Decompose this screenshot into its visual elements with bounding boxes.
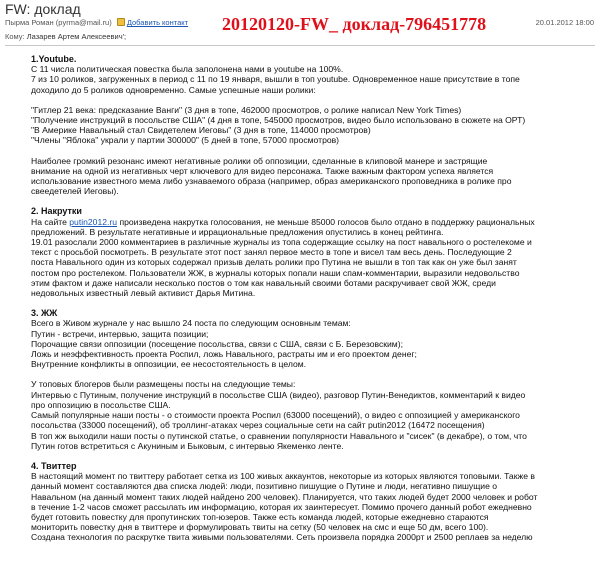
recipient-row — [5, 32, 126, 41]
to-label: Кому: — [5, 32, 25, 41]
add-contact-link[interactable]: Добавить контакт — [126, 18, 189, 27]
body-line: про оппозицию в посольстве США. — [31, 399, 171, 410]
body-line: Порочащие связи оппозиции (посещение посольства, связи с США, связи с Б. Березовским); — [31, 338, 403, 349]
body-line: внимание на одной из негативных черт ключевого для видео персонажа. Также важным фактором успеха является — [31, 165, 494, 176]
email-body — [31, 54, 579, 543]
email-date: 20.01.2012 18:00 — [535, 18, 594, 27]
section-twitter — [31, 461, 579, 543]
body-line: Интервью с Путиным, получение инструкций в посольстве США (видео), разговор Путин-Венедиктов, комментарий к видео — [31, 389, 526, 400]
body-line: предложений. В результате негативные и иррациональные предложения опустились в конец рейтинга. — [31, 226, 444, 237]
sender-row — [5, 18, 188, 27]
add-contact-icon[interactable] — [117, 18, 125, 26]
body-line: недовольных известный левый активист Дарья Митина. — [31, 288, 256, 299]
body-line: Ложь и неэффективность проекта Роспил, ложь Навального, растраты им и его проектом денег; — [31, 349, 417, 360]
body-line: текст с просьбой посмотреть. В результате этот пост занял первое место в топе и висел там весь день. Последующие 2 — [31, 247, 512, 258]
body-line: Внутренние конфликты в оппозиции, ее несостоятельность в целом. — [31, 359, 307, 370]
message-header — [0, 0, 600, 46]
body-line: посольства (33000 посещений), об троллинг-атаках через социальные сети на сайт putin2012 (16472 посещения) — [31, 420, 485, 431]
body-line — [31, 217, 579, 227]
body-line: 19.01 разослали 2000 комментариев в различные журналы из топа содержащие ссылку на пост навального о ростелекоме и — [31, 237, 532, 248]
body-line: данный момент составляются два списка людей: люди, позитивно пишущие о Путине и люди, негативно пишущие о — [31, 481, 498, 492]
header-divider — [5, 45, 595, 46]
overlay-title: 20120120-FW_ доклад-796451778 — [222, 14, 487, 34]
body-line: мониторить повестку дня в твиттере и формулировать твиты на сетку (50 человек на смс и еще 50 дм, всего 100). — [31, 522, 489, 533]
sender-name: Пырма Роман — [5, 18, 54, 27]
video-item: "Получение инструкций в посольстве США" (4 дня в топе, 545000 просмотров, видео было использовано в сюжете на ОРТ) — [31, 115, 526, 126]
video-item: "Члены "Яблока" украли у партии 300000" (5 дней в топе, 57000 просмотров) — [31, 135, 340, 146]
body-line: Путин готов встретиться с Акуниным и Быковым, с интервью Якеменко ленте. — [31, 440, 344, 451]
body-line: использование известного мема либо узнаваемого образа (например, образ американского проповедника в ролике про — [31, 176, 512, 187]
body-text: произведена накрутка голосования, не меньше 85000 голосов было отдано в поддержку рациональных — [117, 216, 535, 227]
video-item: "Гитлер 21 века: предсказание Ванги" (3 дня в топе, 462000 просмотров, о ролике написал New York Times) — [31, 104, 462, 115]
section-youtube — [31, 54, 579, 196]
recipient-name: Лазарев Артем Алексеевич'; — [26, 32, 127, 41]
section-title: 2. Накрутки — [31, 206, 82, 217]
body-line: в течение 1-2 часов сможет рассылать им информацию, которая их заинтересует. Помимо прочего данный робот ежедневно — [31, 501, 532, 512]
body-text: На сайте — [31, 216, 70, 227]
body-line: В топ жж выходили наши посты о путинской статье, о сравнении популярности Навального и "сисек" (в декабре), о том, что — [31, 430, 527, 441]
email-subject: FW: доклад — [5, 1, 81, 17]
body-line: будет готовить повестку для пропутинских топ-юзеров. Также есть команда людей, которые ежедневно стараются — [31, 511, 489, 522]
section-title: 4. Твиттер — [31, 460, 77, 471]
body-line: Путин - встречи, интервью, защита позиции; — [31, 328, 209, 339]
section-zhzh — [31, 308, 579, 451]
body-line: поста Навального один из которых содержал призыв делать ролики про Путина не вышли в топ так как он уже был занят — [31, 257, 517, 268]
video-item: "В Америке Навальный стал Свидетелем Иеговы" (3 дня в топе, 114000 просмотров) — [31, 125, 371, 136]
putin2012-link[interactable]: putin2012.ru — [69, 216, 118, 227]
body-line: Создана технология по раскрутке твита живыми пользователями. Сеть произвела порядка 2000рт и 2500 реплаев за неделю — [31, 532, 533, 543]
body-line: Всего в Живом журнале у нас вышло 24 поста по следующим основным темам: — [31, 318, 351, 329]
body-line: Самый популярные наши посты - о стоимости проекта Роспил (63000 посещений), о видео с оппозицией у американского — [31, 410, 520, 421]
body-line: У топовых блогеров были размещены посты на следующие темы: — [31, 379, 296, 390]
section-title: 3. ЖЖ — [31, 308, 58, 319]
body-line: свеедетелей Иеговы). — [31, 186, 119, 197]
sender-email: (pyrma@mail.ru) — [55, 18, 112, 27]
section-nakrutki — [31, 206, 579, 298]
body-line: этим фактом и даже написали несколько постов о том как навальный своими ботами раскручивает свой ЖЖ, среди — [31, 277, 496, 288]
body-line: доходило до 5 роликов одновременно. Самые успешные наши ролики: — [31, 84, 316, 95]
body-line: Наиболее громкий резонанс имеют негативные ролики об оппозиции, сделанные в клиповой манере и застрящие — [31, 155, 488, 166]
body-line: постом про ростелеком. Пользователи ЖЖ, в журналы которых попали наши спам-комментарии, выразили недовольство — [31, 267, 520, 278]
body-line: В настоящий момент по твиттеру работает сетка из 100 живых аккаунтов, некоторые из которых являются топовыми. Также в — [31, 471, 535, 482]
body-line: С 11 числа политическая повестка была заполонена нами в youtube на 100%. — [31, 64, 344, 75]
section-title: 1.Youtube. — [31, 54, 77, 64]
body-line: 7 из 10 роликов, загруженных в период с 11 по 19 января, вышли в топ youtube. Одновременное наше присутствие в топе — [31, 74, 520, 85]
body-line: Навальном (на данный момент таких людей найдено 200 человек). Планируется, что таких людей будет 2000 человек и робот — [31, 491, 538, 502]
